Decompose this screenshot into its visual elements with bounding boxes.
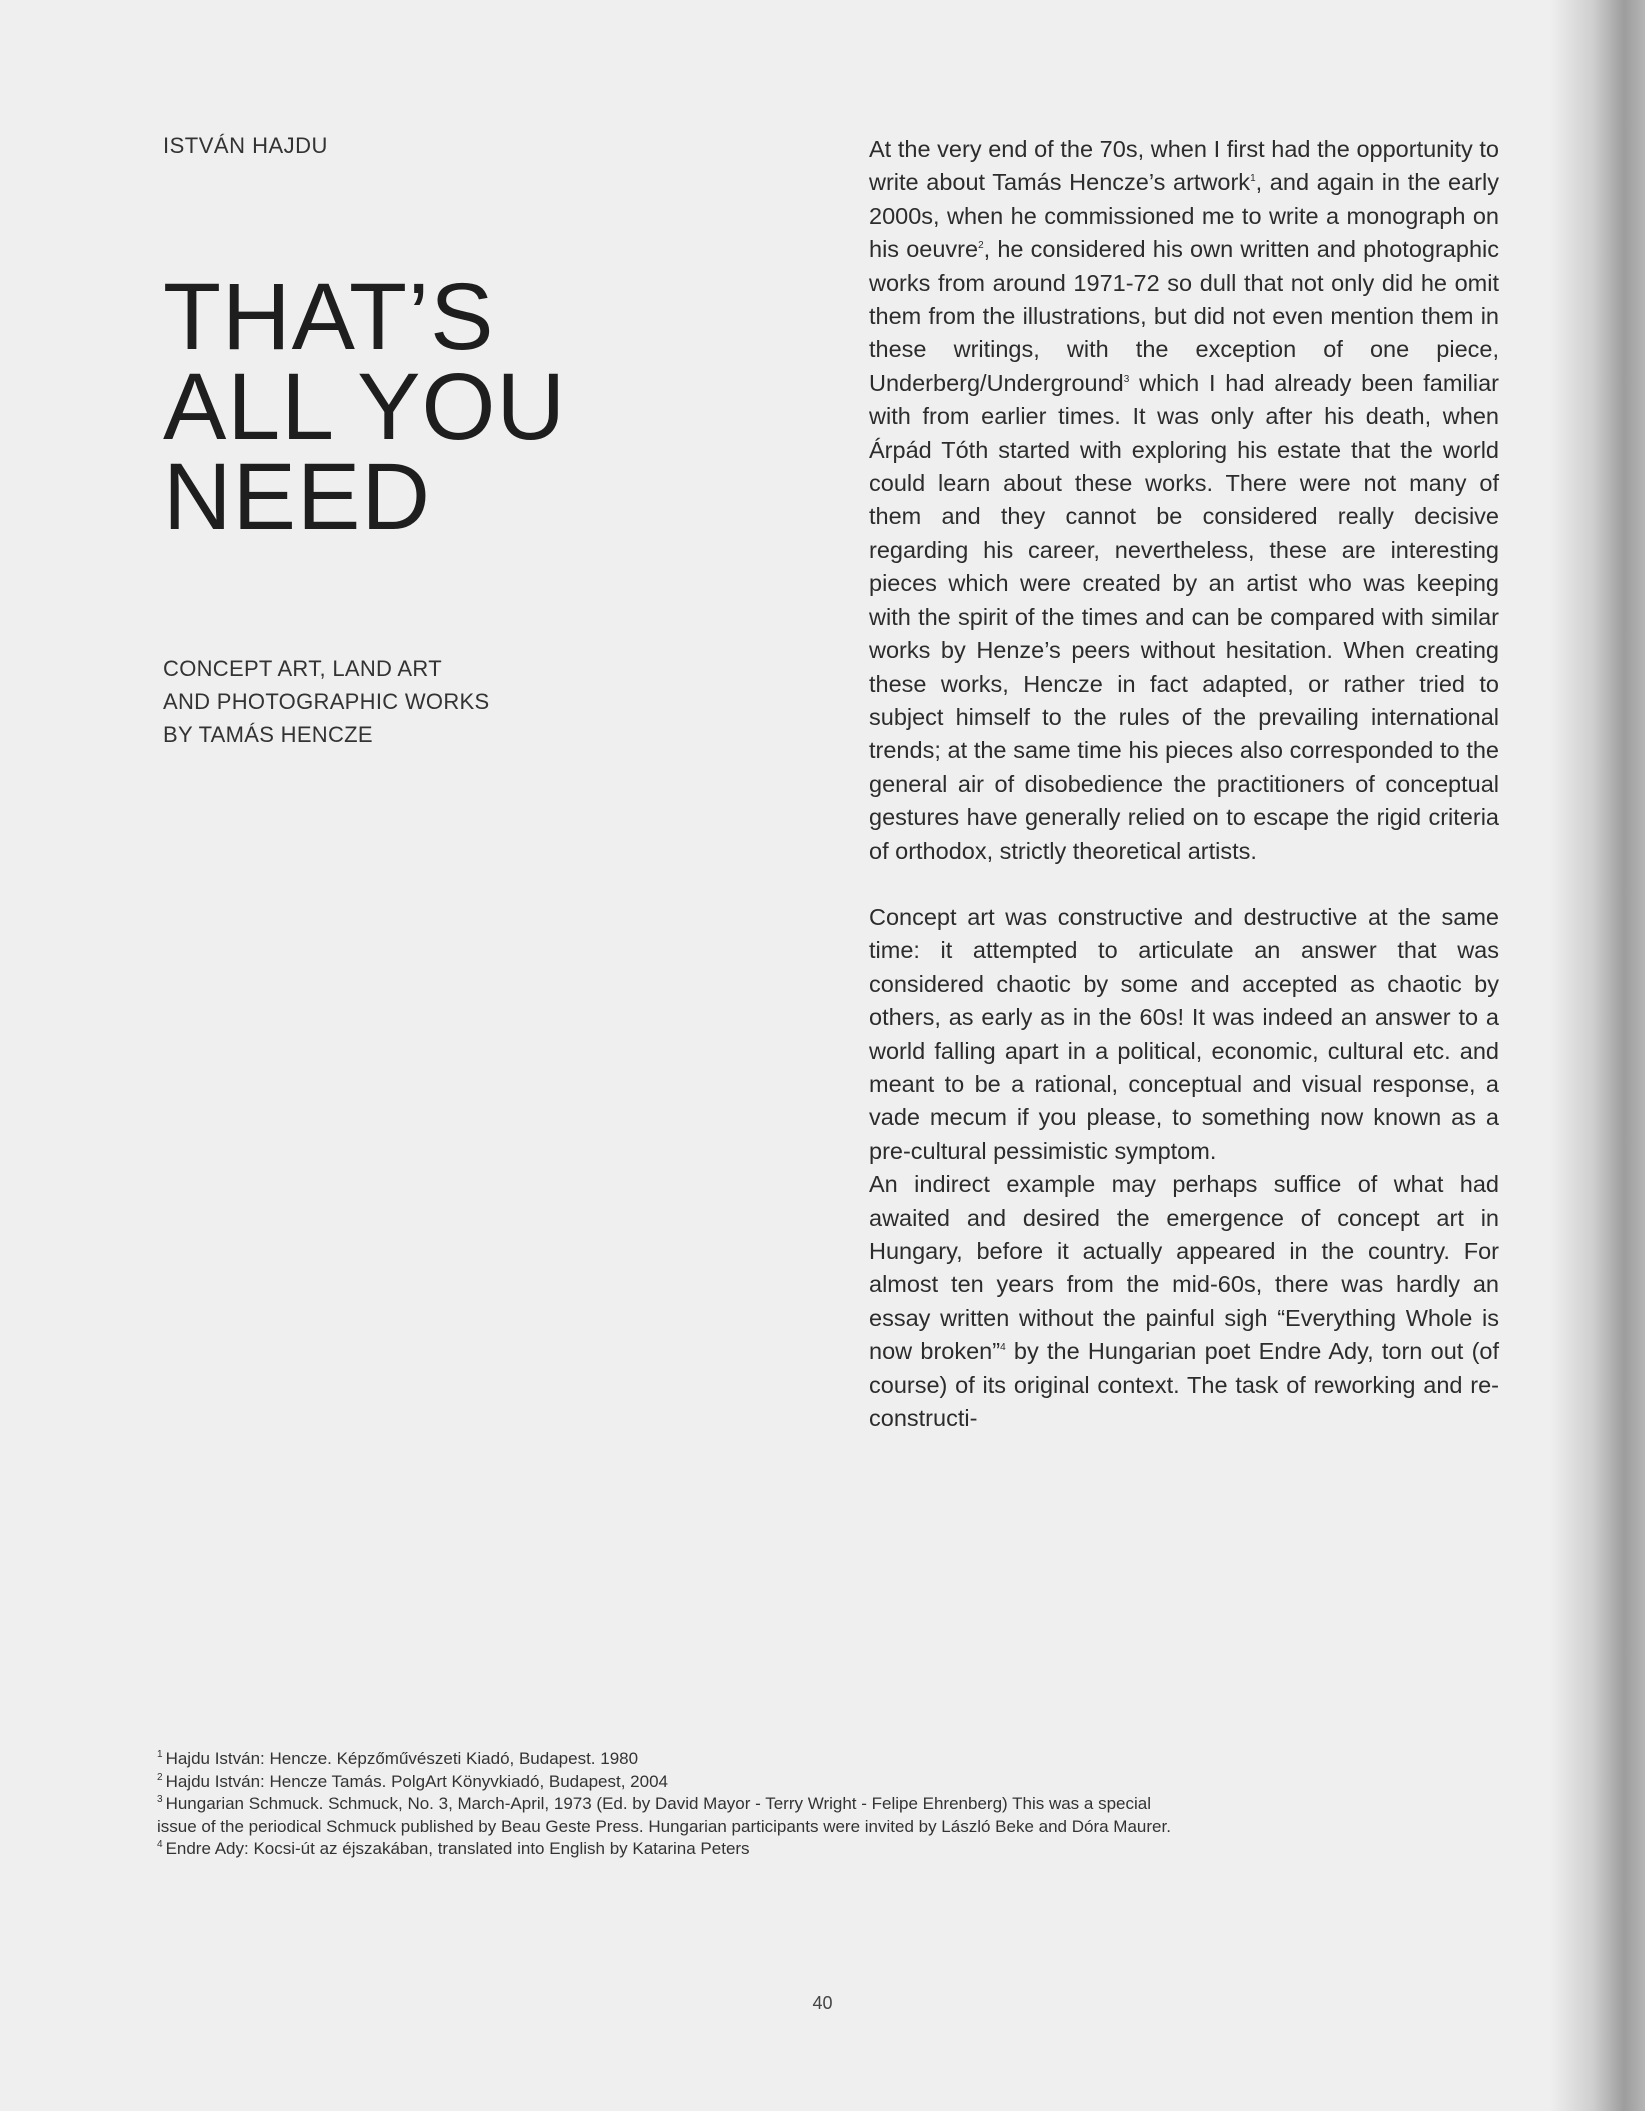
footnote-4 bbox=[157, 1838, 1317, 1861]
footnote-3 bbox=[157, 1793, 1317, 1816]
paragraph-text: At the very end of the 70s, when I first had the opportunity to write about Tamás Hencze’s artwork bbox=[869, 136, 1499, 196]
footnote-ref-3: 3 bbox=[1123, 374, 1130, 386]
footnote-3-continued: issue of the periodical Schmuck published by Beau Geste Press. Hungarian participants were invited by László Beke and Dóra Maurer. bbox=[157, 1816, 1171, 1836]
title-line: ALL YOU bbox=[163, 354, 567, 460]
paragraph-2: Concept art was constructive and destructive at the same time: it attempted to articulate an answer that was considered chaotic by some and accepted as chaotic by others, as early as in the 60s! It was indeed an answer to a world falling apart in a political, economic, cultural etc. and meant to be a rational, conceptual and visual response, a vade mecum if you please, to something now known as a pre-cultural pessimistic symptom. bbox=[869, 903, 1499, 1164]
title-line: NEED bbox=[163, 444, 431, 550]
paragraph-text: which I had already been familiar with from earlier times. It was only after his death, when Árpád Tóth started with exploring his estate that the world could learn about these works. There were not many of them and they cannot be considered really decisive regarding his career, nevertheless, these are interesting pieces which were created by an artist who was keeping with the spirit of the times and can be compared with similar works by Henze’s peers without hesitation. When creating these works, Hencze in fact adapted, or rather tried to subject himself to the rules of the prevailing international trends; at the same time his pieces also corresponded to the general air of disobedience the practitioners of conceptual gestures have generally relied on to escape the rigid criteria of orthodox, strictly theoretical artists. bbox=[869, 369, 1499, 864]
title-line: THAT’S bbox=[163, 264, 495, 370]
body-text bbox=[869, 133, 1499, 1435]
subtitle-line: BY TAMÁS HENCZE bbox=[163, 722, 373, 747]
subtitle-line: CONCEPT ART, LAND ART bbox=[163, 656, 442, 681]
footnote-text: Endre Ady: Kocsi-út az éjszakában, translated into English by Katarina Peters bbox=[165, 1839, 750, 1858]
footnote-ref-1: 1 bbox=[1250, 173, 1256, 185]
footnote-1 bbox=[157, 1748, 1317, 1771]
paragraph-1 bbox=[869, 133, 1499, 868]
footnote-text: Hajdu István: Hencze Tamás. PolgArt Könyvkiadó, Budapest, 2004 bbox=[165, 1771, 668, 1791]
article-subtitle bbox=[163, 652, 489, 751]
author-name: ISTVÁN HAJDU bbox=[163, 133, 328, 158]
footnote-text: Hungarian Schmuck. Schmuck, No. 3, March-April, 1973 (Ed. by David Mayor - Terry Wright - Felipe Ehrenberg) This was a special bbox=[165, 1794, 1151, 1813]
footnote-2 bbox=[157, 1771, 1317, 1794]
footnote-marker: 3 bbox=[157, 1794, 163, 1806]
footnote-marker: 4 bbox=[157, 1839, 163, 1851]
paragraph-3 bbox=[869, 1168, 1499, 1435]
article-title bbox=[163, 264, 567, 550]
paragraph-text: An indirect example may perhaps suffice of what had awaited and desired the emergence of concept art in Hungary, before it actually appeared in the country. For almost ten years from the mid-60s, there was hardly an essay written without the painful sigh “Everything Whole is now broken” bbox=[869, 1171, 1499, 1365]
footnotes bbox=[157, 1748, 1317, 1861]
paragraph-text: by the Hungarian poet Endre Ady, torn out (of course) of its original context. The task of reworking and re-constructi- bbox=[869, 1338, 1499, 1432]
footnote-text: Hajdu István: Hencze. Képzőművészeti Kiadó, Budapest. 1980 bbox=[165, 1749, 639, 1768]
footnote-ref-2: 2 bbox=[978, 240, 984, 252]
paragraph-text: , and again in the early 2000s, when he commissioned me to write a monograph on his oeuvre bbox=[869, 169, 1499, 263]
page-number: 40 bbox=[812, 1993, 833, 2013]
footnote-marker: 1 bbox=[157, 1749, 163, 1761]
footnote-marker: 2 bbox=[157, 1771, 163, 1783]
footnote-ref-4: 4 bbox=[1000, 1342, 1006, 1354]
subtitle-line: AND PHOTOGRAPHIC WORKS bbox=[163, 689, 490, 714]
paragraph-text: , he considered his own written and photographic works from around 1971-72 so dull that not only did he omit them from the illustrations, but did not even mention them in these writings, with the exception of one piece, Underberg/Underground bbox=[869, 236, 1499, 396]
page-binding-shadow bbox=[1550, 0, 1645, 2111]
